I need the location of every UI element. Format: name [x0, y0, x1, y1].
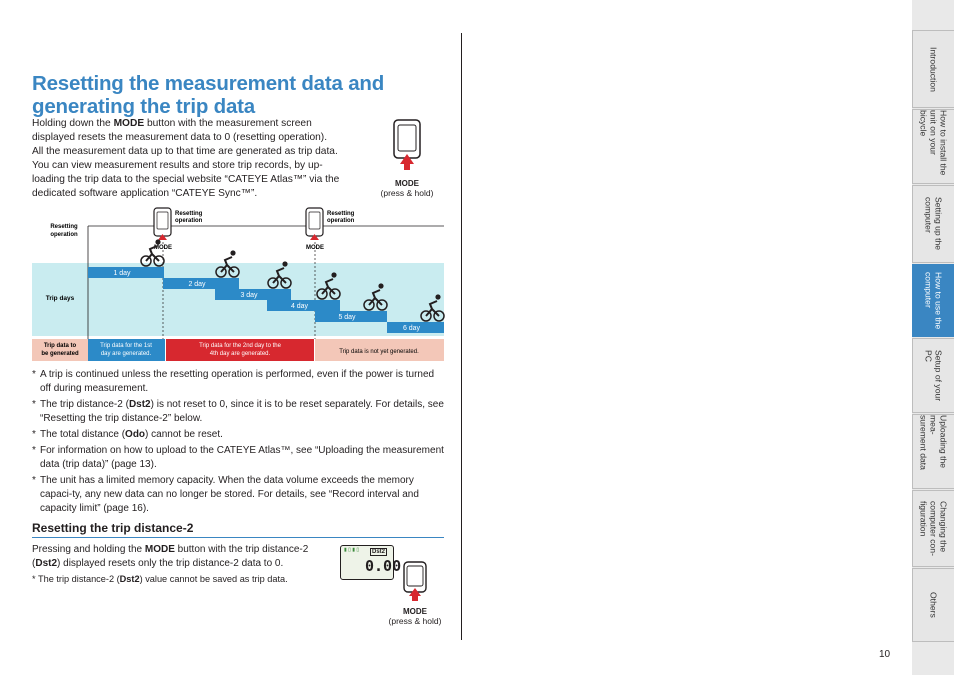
notes-list [32, 368, 447, 518]
intro-paragraph-1 [32, 117, 342, 145]
sidebar-tab-2[interactable] [912, 109, 954, 184]
subsection-paragraph: Pressing and holding the MODE button with the trip distance-2 (Dst2) displayed resets only the trip distance-2 data to 0. [32, 544, 309, 569]
trip-data-box-2-text-a: Trip data for the 2nd day to the [199, 343, 281, 349]
note-item: * The trip distance-2 (Dst2) is not reset to 0, since it is to be reset separately. For details, see “Resetting the trip distance-2” below. [32, 399, 444, 424]
trip-data-box-3-text: Trip data is not yet generated. [339, 349, 419, 355]
reset-row-label-1: Resetting [50, 224, 78, 230]
sidebar-tab-label: Uploading the mea- surement data [918, 415, 949, 470]
svg-text:MODE: MODE [154, 245, 172, 251]
sidebar-tab-label: Introduction [928, 46, 939, 92]
sidebar-tab-label: Setting up the computer [923, 197, 944, 251]
sidebar-tab-label: How to use the computer [923, 271, 944, 330]
intro-p1-b: button with the measurement screen displayed resets the measurement data to 0 (resetting operation). [32, 118, 328, 143]
sidebar-tab-5[interactable] [912, 338, 954, 413]
intro-text [32, 117, 342, 201]
intro-p1-bold: MODE [113, 118, 145, 129]
sidebar-tab-6[interactable] [912, 414, 954, 489]
intro-p1-a: Holding down the [32, 118, 114, 129]
sidebar-tab-label: How to install the unit on your bicycle [918, 110, 949, 176]
day-bar-label: 6 day [402, 325, 421, 332]
device-icon [374, 118, 440, 174]
reset-marker-label-2b: operation [327, 218, 355, 224]
device-mode-label: MODE [403, 607, 427, 616]
device-press-hold-label: (press & hold) [380, 188, 434, 198]
sidebar-tab-7[interactable] [912, 490, 954, 567]
trip-days-label: Trip days [45, 295, 75, 302]
day-bar-label: 2 day [188, 281, 206, 288]
device-press-hold-label: (press & hold) [388, 616, 442, 626]
cyclist-icon [141, 239, 164, 266]
page-number: 10 [879, 649, 891, 660]
subsection-note: * The trip distance-2 (Dst2) value cannot be saved as trip data. [32, 574, 288, 584]
sidebar-tab-label: Changing the computer con- figuration [918, 501, 949, 556]
day-bar-label: 5 day [338, 314, 356, 321]
sidebar-tab-1[interactable] [912, 30, 954, 108]
sidebar-tab-label: Setup of your PC [923, 349, 944, 402]
reset-row-label-2: operation [50, 232, 78, 238]
day-bar-label: 1 day [113, 270, 131, 277]
display-dst2-tag: Dst2 [372, 549, 386, 555]
trip-data-label-2: be generated [41, 351, 79, 357]
svg-text:MODE: MODE [306, 245, 324, 251]
day-bar-label: 3 day [240, 292, 258, 299]
trip-diagram [32, 204, 447, 362]
reset-marker-label-1a: Resetting [175, 211, 203, 217]
sidebar-tab-4[interactable] [912, 264, 954, 337]
display-indicators: ▮ ▯ ▮ ▯ [344, 547, 360, 553]
reset-marker-label-1b: operation [175, 218, 203, 224]
device-press-hold-top [374, 118, 440, 198]
note-item: * The unit has a limited memory capacity. When the data volume exceeds the memory capaci-ty, any new data can no longer be stored. For details, see “Record interval and capacity limit” (page 16). [32, 475, 419, 514]
reset-device-1 [154, 208, 203, 251]
device-mode-label: MODE [395, 179, 419, 188]
page-title: Resetting the measurement data and generating the trip data [32, 72, 385, 118]
sidebar-tab-8[interactable] [912, 568, 954, 642]
trip-data-box-2-text-b: 4th day are generated. [209, 351, 271, 357]
device-icon [384, 560, 450, 602]
device-press-hold-bottom [384, 560, 450, 626]
intro-paragraph-2: All the measurement data up to that time are generated as trip data. [32, 146, 338, 157]
intro-paragraph-3: You can view measurement results and store trip records, by up-loading the trip data to the special website “CATEYE Atlas™” via the dedicated software application “CATEYE Sync™”. [32, 160, 340, 199]
reset-marker-label-2a: Resetting [327, 211, 355, 217]
subsection-title: Resetting the trip distance-2 [32, 521, 444, 538]
display-value: 0.00 [365, 557, 402, 575]
note-item: * For information on how to upload to the CATEYE Atlas™, see “Uploading the measurement data (trip data)” (page 13). [32, 445, 444, 470]
day-bar-label: 4 day [290, 303, 309, 310]
sidebar-tab-label: Others [928, 592, 939, 618]
trip-data-label-1: Trip data to [43, 343, 77, 349]
note-item: * The total distance (Odo) cannot be reset. [32, 429, 223, 440]
trip-data-box-1-text-a: Trip data for the 1st [100, 343, 152, 349]
sidebar-tab-3[interactable] [912, 185, 954, 263]
column-divider [461, 33, 462, 640]
note-item: * A trip is continued unless the resetting operation is performed, even if the power is turned off during measurement. [32, 369, 435, 394]
reset-device-2 [306, 208, 355, 251]
trip-data-box-1-text-b: day are generated. [100, 351, 152, 357]
